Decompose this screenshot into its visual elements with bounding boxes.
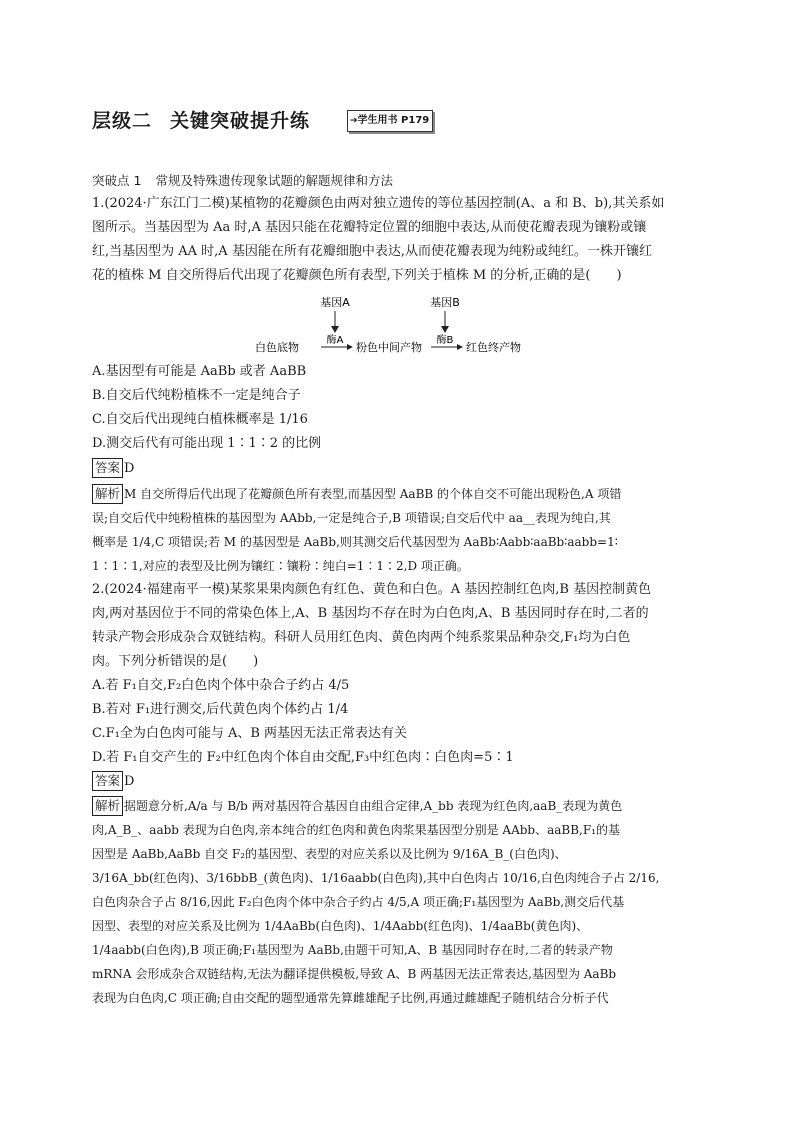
q1-stem-line: 花的植株 M 自交所得后代出现了花瓣颜色所有表型,下列关于植株 M 的分析,正确的是( ): [92, 268, 622, 283]
student-book-page: 学生用书 P179: [357, 115, 430, 126]
q1-answer-value: D: [124, 461, 135, 476]
q2-option-b: B.若对 F₁进行测交,后代黄色肉个体约占 1/4: [92, 702, 349, 717]
explanation-label: 解析: [92, 796, 123, 816]
answer-label: 答案: [92, 771, 123, 791]
enzyme-b-label: 酶B: [436, 335, 454, 346]
explanation-label: 解析: [92, 484, 123, 504]
q2-stem-line: 转录产物会形成杂合双链结构。科研人员用红色肉、黄色肉两个纯系浆果品种杂交,F₁均为白色: [92, 630, 631, 645]
page-title: [92, 106, 310, 133]
product-label: 红色终产物: [466, 341, 521, 354]
q1-option-b: B.自交后代纯粉植株不一定是纯合子: [92, 388, 301, 403]
intermediate-label: 粉色中间产物: [356, 341, 422, 354]
q2-answer-value: D: [124, 774, 135, 789]
section-title: 常规及特殊遗传现象试题的解题规律和方法: [155, 173, 393, 188]
q2-explanation-line: 肉,A_B_、aabb 表现为白色肉,亲本纯合的红色肉和黄色肉浆果基因型分别是 AAbb、aaBB,F₁的基: [92, 823, 621, 837]
section-label: 突破点 1: [92, 173, 142, 188]
enzyme-a-label: 酶A: [326, 335, 344, 346]
q2-option-c: C.F₁全为白色肉可能与 A、B 两基因无法正常表达有关: [92, 726, 408, 741]
q1-stem-line: 图所示。当基因型为 Aa 时,A 基因只能在花瓣特定位置的细胞中表达,从而使花瓣表现为镶粉或镶: [92, 220, 647, 235]
answer-label: 答案: [92, 458, 123, 478]
title-main: 关键突破提升练: [170, 110, 311, 132]
q1-option-d: D.测交后代有可能出现 1∶1∶2 的比例: [92, 436, 322, 451]
q1-explanation-line: 1∶1∶1,对应的表型及比例为镶红∶镶粉∶纯白=1∶1∶2,D 项正确。: [92, 559, 469, 573]
q1-explanation-line: 误;自交后代中纯粉植株的基因型为 AAbb,一定是纯合子,B 项错误;自交后代中 aa__表现为纯白,其: [92, 511, 611, 525]
q2-option-a: A.若 F₁自交,F₂白色肉个体中杂合子约占 4/5: [92, 678, 350, 693]
title-level: 层级二: [92, 110, 153, 132]
q2-explanation-line: mRNA 会形成杂合双链结构,无法为翻译提供模板,导致 A、B 两基因无法正常表达,基因型为 AaBb: [92, 967, 617, 981]
q2-explanation-line: 因型是 AaBb,AaBb 自交 F₂的基因型、表型的对应关系以及比例为 9/16A_B_(白色肉)、: [92, 847, 567, 861]
q2-explanation-line: 白色肉杂合子占 8/16,因此 F₂白色肉个体中杂合子约占 4/5,A 项正确;F₁基因型为 AaBb,测交后代基: [92, 895, 625, 909]
q1-explanation-line: 解析 M 自交所得后代出现了花瓣颜色所有表型,而基因型 AaBB 的个体自交不可能出现粉色,A 项错: [92, 482, 621, 506]
q2-stem-line: 2.(2024·福建南平一模)某浆果果肉颜色有红色、黄色和白色。A 基因控制红色肉,B 基因控制黄色: [92, 582, 652, 597]
q1-explanation-line: 概率是 1/4,C 项错误;若 M 的基因型是 AaBb,则其测交后代基因型为 AaBb∶Aabb∶aaBb∶aabb=1∶: [92, 535, 618, 549]
q2-option-d: D.若 F₁自交产生的 F₂中红色肉个体自由交配,F₃中红色肉∶白色肉=5∶1: [92, 750, 514, 765]
student-book-tag: [347, 110, 433, 132]
q2-explanation-line: 3/16A_bb(红色肉)、3/16bbB_(黄色肉)、1/16aabb(白色肉),其中白色肉占 10/16,白色肉纯合子占 2/16,: [92, 871, 660, 885]
q1-stem-line: 1.(2024·广东江门二模)某植物的花瓣颜色由两对独立遗传的等位基因控制(A、a 和 B、b),其关系如: [92, 196, 665, 211]
gene-a-label: 基因A: [320, 296, 350, 309]
section-heading: [92, 171, 393, 189]
q2-stem-line: 肉,两对基因位于不同的常染色体上,A、B 基因均不存在时为白色肉,A、B 基因同时存在时,二者的: [92, 606, 649, 621]
q2-explanation-line: 1/4aabb(白色肉),B 项正确;F₁基因型为 AaBb,由题干可知,A、B 基因同时存在时,二者的转录产物: [92, 943, 613, 957]
q1-stem-line: 红,当基因型为 AA 时,A 基因能在所有花瓣细胞中表达,从而使花瓣表现为纯粉或纯红。一株开镶红: [92, 244, 652, 259]
arrow-right-icon: ➔: [350, 116, 358, 126]
q2-explanation-line: 因型、表型的对应关系及比例为 1/4AaBb(白色肉)、1/4Aabb(红色肉)、1/4aaBb(黄色肉)、: [92, 919, 589, 933]
substrate-label: 白色底物: [255, 341, 299, 354]
gene-b-label: 基因B: [430, 296, 460, 309]
q2-answer: [92, 770, 134, 794]
q2-explanation-line: 解析 据题意分析,A/a 与 B/b 两对基因符合基因自由组合定律,A_bb 表现为红色肉,aaB_表现为黄色: [92, 794, 622, 818]
q1-answer: [92, 457, 134, 481]
q2-stem-line: 肉。下列分析错误的是( ): [92, 654, 259, 669]
q2-explanation-line: 表现为白色肉,C 项正确;自由交配的题型通常先算雌雄配子比例,再通过雌雄配子随机结合分析子代: [92, 991, 609, 1005]
q1-option-c: C.自交后代出现纯白植株概率是 1/16: [92, 412, 308, 427]
pathway-diagram: [255, 292, 545, 358]
q1-option-a: A.基因型有可能是 AaBb 或者 AaBB: [92, 364, 307, 379]
